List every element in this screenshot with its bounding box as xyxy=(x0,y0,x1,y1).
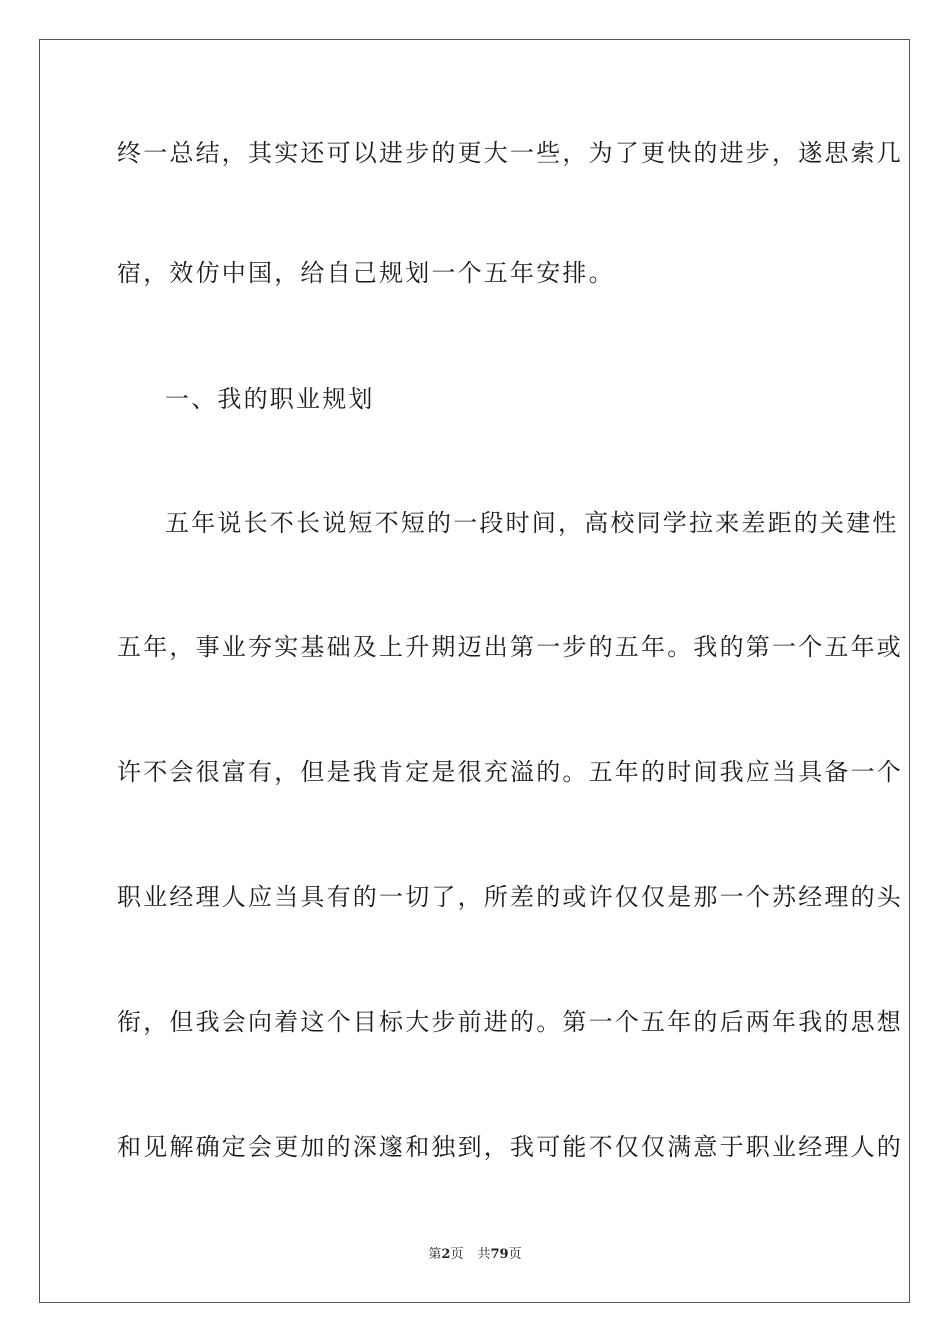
total-prefix: 共 xyxy=(477,1247,491,1262)
body-text-line: 衔，但我会向着这个目标大步前进的。第一个五年的后两年我的思想 xyxy=(117,1008,903,1036)
body-text-line: 和见解确定会更加的深邃和独到，我可能不仅仅满意于职业经理人的 xyxy=(117,1133,903,1161)
page-number: 2 xyxy=(441,1247,451,1262)
total-pages: 79 xyxy=(490,1247,509,1262)
page-suffix: 页 xyxy=(450,1247,464,1262)
page-footer xyxy=(0,1246,950,1264)
body-text-line: 五年，事业夯实基础及上升期迈出第一步的五年。我的第一个五年或 xyxy=(117,633,903,661)
body-text-line: 终一总结，其实还可以进步的更大一些，为了更快的进步，遂思索几 xyxy=(117,139,903,167)
total-suffix: 页 xyxy=(508,1247,522,1262)
page-border xyxy=(39,39,910,1303)
body-text-line: 许不会很富有，但是我肯定是很充溢的。五年的时间我应当具备一个 xyxy=(117,758,903,786)
body-text-line: 职业经理人应当具有的一切了，所差的或许仅仅是那一个苏经理的头 xyxy=(117,883,903,911)
section-heading: 一、我的职业规划 xyxy=(165,385,375,413)
page-prefix: 第 xyxy=(428,1247,442,1262)
body-text-line: 五年说长不长说短不短的一段时间，高校同学拉来差距的关建性 xyxy=(165,509,899,537)
body-text-line: 宿，效仿中国，给自己规划一个五年安排。 xyxy=(117,259,615,287)
